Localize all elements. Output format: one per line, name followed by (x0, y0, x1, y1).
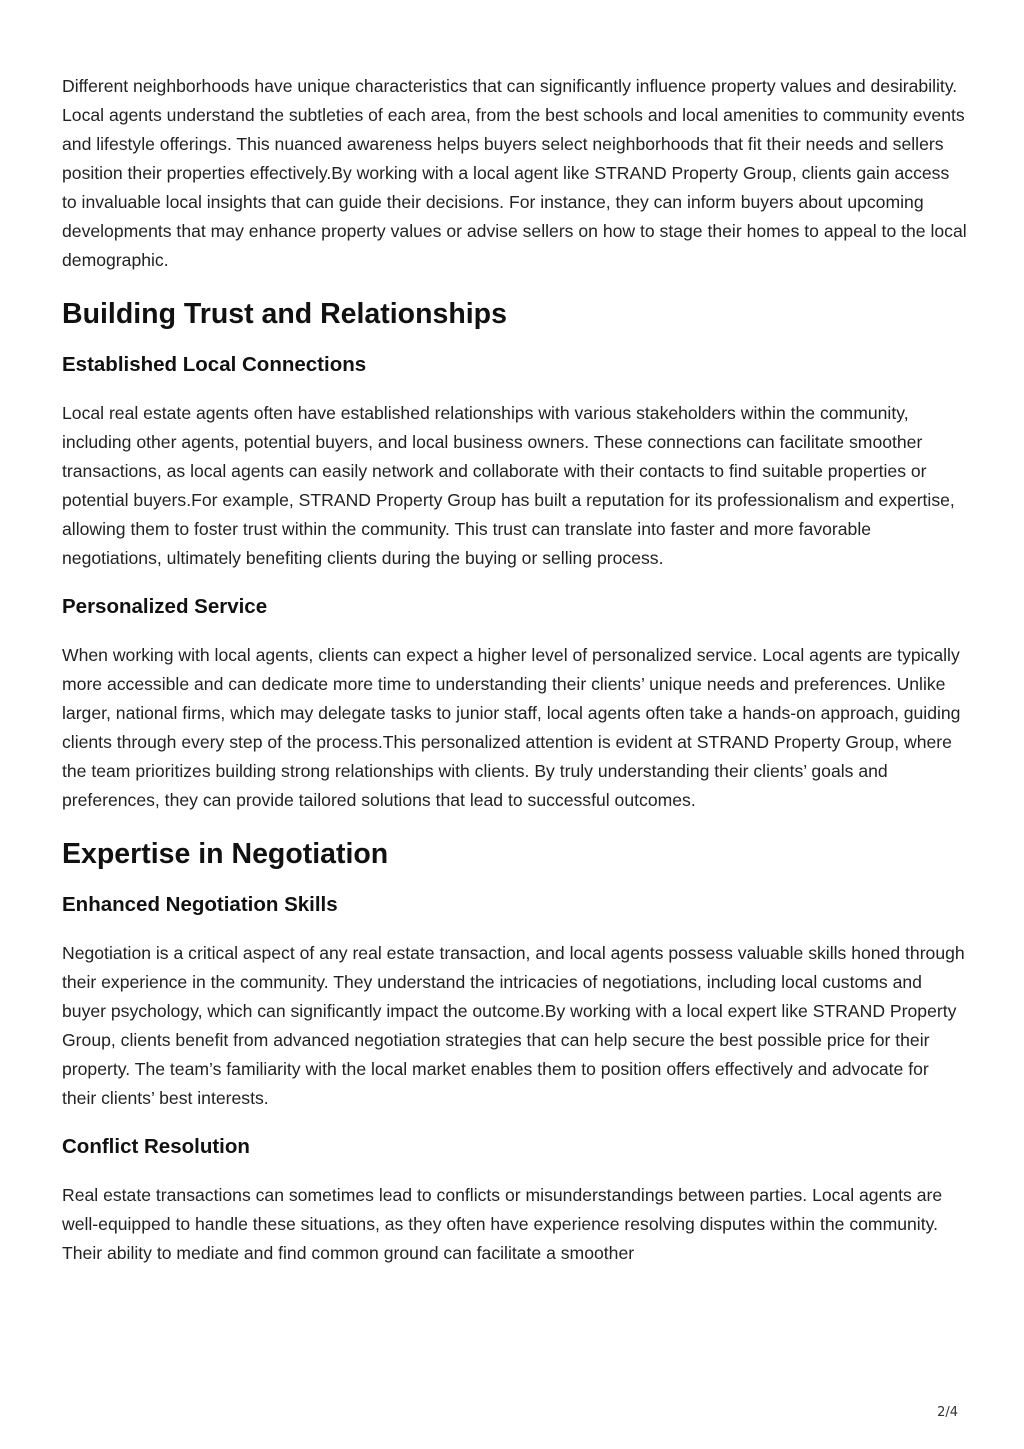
paragraph-personalized-service: When working with local agents, clients can expect a higher level of personalized service. Local agents are typically more accessible and can dedicate more time to understanding their clients’ unique needs and preferences. Unlike larger, national firms, which may delegate tasks to junior staff, local agents often take a hands-on approach, guiding clients through every step of the process.This personalized attention is evident at STRAND Property Group, where the team prioritizes building strong relationships with clients. By truly understanding their clients’ goals and preferences, they can provide tailored solutions that lead to successful outcomes. (62, 645, 961, 810)
subheading-personalized-service: Personalized Service (62, 595, 268, 618)
paragraph-conflict-resolution: Real estate transactions can sometimes lead to conflicts or misunderstandings between parties. Local agents are well-equipped to handle these situations, as they often have experience resolving disputes within the community. Their ability to mediate and find common ground can facilitate a smoother (62, 1185, 943, 1263)
paragraph-established-local-connections: Local real estate agents often have established relationships with various stakeholders within the community, including other agents, potential buyers, and local business owners. These connections can facilitate smoother transactions, as local agents can easily network and collaborate with their contacts to find suitable properties or potential buyers.For example, STRAND Property Group has built a reputation for its professionalism and expertise, allowing them to foster trust within the community. This trust can translate into faster and more favorable negotiations, ultimately benefiting clients during the buying or selling process. (62, 403, 955, 568)
subheading-established-local-connections: Established Local Connections (62, 353, 367, 376)
intro-paragraph: Different neighborhoods have unique characteristics that can significantly influence property values and desirability. Local agents understand the subtleties of each area, from the best schools and local amenities to community events and lifestyle offerings. This nuanced awareness helps buyers select neighborhoods that fit their needs and sellers position their properties effectively.By working with a local agent like STRAND Property Group, clients gain access to invaluable local insights that can guide their decisions. For instance, they can inform buyers about upcoming developments that may enhance property values or advise sellers on how to stage their homes to appeal to the local demographic. (62, 76, 967, 270)
section-heading-building-trust: Building Trust and Relationships (62, 298, 507, 330)
section-heading-expertise-negotiation: Expertise in Negotiation (62, 838, 389, 870)
page-number: 2/4 (937, 1405, 958, 1420)
document-page (62, 72, 967, 1268)
subheading-conflict-resolution: Conflict Resolution (62, 1135, 250, 1158)
subheading-enhanced-negotiation-skills: Enhanced Negotiation Skills (62, 893, 338, 916)
paragraph-enhanced-negotiation-skills: Negotiation is a critical aspect of any real estate transaction, and local agents possess valuable skills honed through their experience in the community. They understand the intricacies of negotiations, including local customs and buyer psychology, which can significantly impact the outcome.By working with a local expert like STRAND Property Group, clients benefit from advanced negotiation strategies that can help secure the best possible price for their property. The team’s familiarity with the local market enables them to position offers effectively and advocate for their clients’ best interests. (62, 943, 965, 1108)
